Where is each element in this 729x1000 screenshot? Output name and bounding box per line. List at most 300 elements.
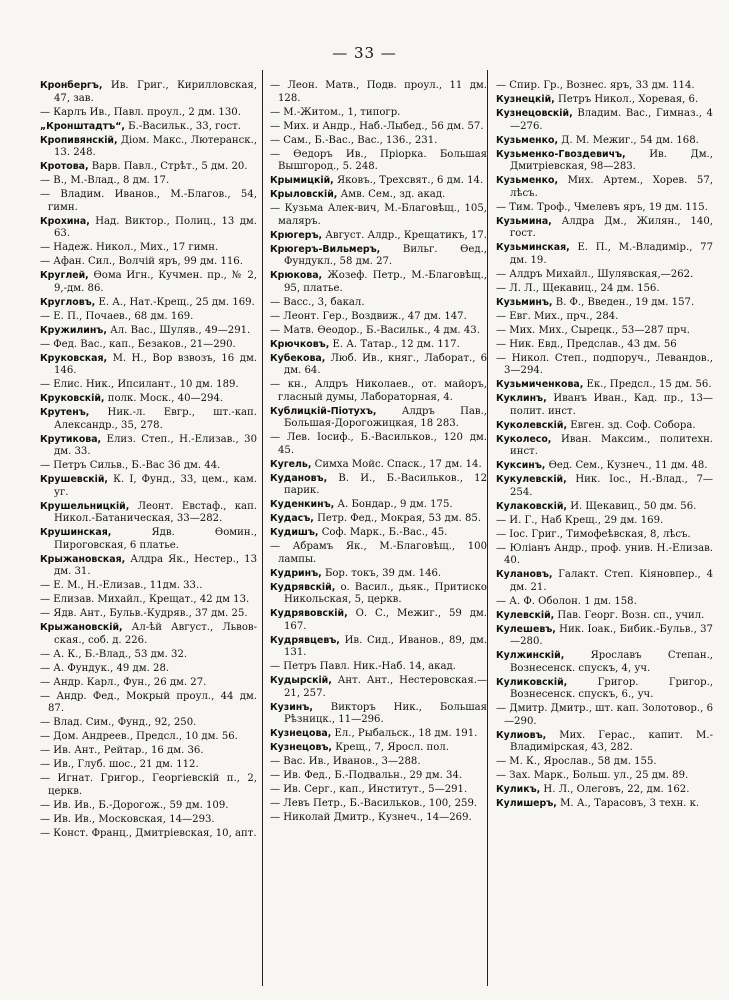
directory-entry: [496, 283, 713, 296]
directory-entry: [270, 325, 487, 338]
entry-surname: Кузьминская,: [496, 242, 570, 253]
directory-entry: [496, 297, 713, 310]
entry-surname: Кротова,: [40, 161, 89, 172]
entry-details: — Елис. Ник., Ипсилант., 10 дм. 189.: [40, 379, 239, 390]
entry-details: — Ядв. Ант., Бульв.-Кудряв., 37 дм. 25.: [40, 608, 248, 619]
directory-entry: [496, 269, 713, 282]
entry-details: М. Н., Вор взвозъ, 16 дм. 146.: [54, 352, 257, 376]
directory-entry: [40, 297, 257, 310]
entry-details: — А. К., Б.-Влад., 53 дм. 32.: [40, 648, 188, 660]
entry-details: — Дмитр. Дмитр., шт. кап. Золотовор., 6—290.: [496, 703, 713, 727]
directory-entry: [496, 610, 713, 623]
directory-entry: [270, 379, 487, 404]
directory-entry: [40, 828, 257, 841]
directory-entry: [270, 473, 487, 498]
directory-entry: [496, 311, 713, 324]
entry-details: — Левъ Петр., Б.-Васильков., 100, 259.: [270, 798, 478, 809]
directory-entry: [270, 742, 487, 755]
directory-entry: [270, 175, 487, 188]
entry-surname: Кузинъ,: [270, 701, 313, 713]
directory-entry: [496, 515, 713, 528]
directory-entry: [496, 650, 713, 675]
directory-entry: [40, 745, 257, 758]
entry-surname: Крутикова,: [40, 433, 102, 445]
directory-entry: [496, 730, 713, 755]
directory-entry: [270, 661, 487, 674]
directory-entry: [40, 256, 257, 269]
directory-entry: [40, 80, 257, 105]
directory-entry: [270, 728, 487, 741]
directory-entry: [496, 108, 713, 133]
entry-details: о. Васил., дьяк., Притиско Никольская, 5, церкв.: [284, 581, 487, 605]
directory-entry: [496, 242, 713, 267]
directory-entry: [496, 420, 713, 433]
directory-entry: [40, 608, 257, 621]
directory-entry: [496, 135, 713, 148]
entry-surname: Кудырскій,: [270, 675, 332, 686]
entry-details: — Леонт. Гер., Воздвиж., 47 дм. 147.: [270, 310, 467, 322]
entry-surname: Кудринъ,: [270, 567, 322, 579]
entry-details: — Конст. Франц., Дмитріевская, 10, апт.: [40, 827, 257, 839]
entry-details: — И. Г., Наб Крещ., 29 дм. 169.: [496, 514, 664, 526]
directory-entry: [496, 756, 713, 769]
entry-details: — Фед. Вас., кап., Безаков., 21—290.: [40, 338, 236, 350]
entry-surname: Кубекова,: [270, 352, 326, 364]
directory-entry: [40, 135, 257, 160]
directory-entry: [40, 107, 257, 120]
directory-entry: [270, 798, 487, 811]
entry-details: Ядв. Ѳомин., Пироговская, 6 платье.: [54, 527, 257, 551]
entry-details: — Сам., Б.-Вас., Вас., 136., 231.: [270, 134, 438, 146]
directory-entry: [496, 149, 713, 174]
entry-surname: „Кронштадтъ“,: [40, 120, 125, 132]
directory-entry: [40, 161, 257, 174]
entry-surname: Крюкова,: [270, 270, 323, 281]
entry-details: Люб. Ив., княг., Лаборат., 6 дм. 64.: [284, 352, 487, 376]
entry-surname: Крушевскій,: [40, 474, 108, 485]
entry-surname: Кругловъ,: [40, 296, 96, 308]
entry-details: Григор. Григор., Вознесенск. спускъ, 6., уч.: [510, 676, 713, 700]
entry-surname: Крыжановскій,: [40, 622, 123, 633]
directory-entry: [496, 770, 713, 783]
directory-entry: [40, 434, 257, 459]
directory-entry: [270, 107, 487, 120]
directory-entry: [40, 677, 257, 690]
entry-details: Алдръ Пав., Большая-Дорогожицкая, 18 283.: [284, 405, 487, 429]
entry-details: Ник. Іоак., Бибик.-Бульв., 37—280.: [510, 623, 713, 647]
entry-details: — Ѳедоръ Ив., Пріорка. Большая Вышгород., 5. 248.: [270, 148, 487, 172]
entry-details: — Владим. Иванов., М.-Благов., 54, гимн.: [40, 189, 257, 213]
directory-entry: [270, 135, 487, 148]
directory-entry: [40, 339, 257, 352]
entry-surname: Кудановъ,: [270, 472, 328, 484]
directory-entry: [40, 407, 257, 432]
directory-entry: [40, 527, 257, 552]
directory-column-2: [270, 80, 487, 980]
entry-details: — Николай Дмитр., Кузнеч., 14—269.: [270, 812, 472, 823]
directory-entry: [40, 353, 257, 378]
entry-details: М. А., Тарасовъ, 3 техн. к.: [560, 798, 700, 809]
entry-details: Яковъ., Трехсвят., 6 дм. 14.: [336, 175, 484, 186]
entry-details: Ек., Предсл., 15 дм. 56.: [586, 379, 712, 390]
entry-details: — Мих. Мих., Сырецк., 53—287 прч.: [496, 324, 690, 336]
directory-entry: [40, 814, 257, 827]
entry-details: — Л. Л., Щекавиц., 24 дм. 156.: [496, 282, 660, 294]
entry-details: Діом. Макс., Лютеранск., 13. 248.: [54, 134, 257, 158]
entry-surname: Кугель,: [270, 458, 312, 470]
entry-surname: Круглей,: [40, 270, 89, 281]
entry-details: А. Бондар., 9 дм. 175.: [337, 499, 453, 510]
directory-entry: [270, 499, 487, 512]
directory-entry: [40, 270, 257, 295]
directory-entry: [270, 459, 487, 472]
entry-surname: Кудишъ,: [270, 527, 319, 538]
entry-details: Пав. Георг. Возн. сп., учил.: [557, 609, 705, 621]
entry-details: Д. М. Межиг., 54 дм. 168.: [561, 134, 699, 146]
directory-entry: [40, 379, 257, 392]
entry-surname: Кулжинскій,: [496, 650, 565, 661]
directory-entry: [40, 325, 257, 338]
directory-entry: [496, 434, 713, 459]
entry-details: Ив. Григ., Кирилловская, 47, зав.: [54, 80, 257, 104]
entry-details: Крещ., 7, Яросл. пол.: [335, 742, 449, 753]
entry-details: — Ив. Фед., Б.-Подвальн., 29 дм. 34.: [270, 770, 463, 781]
directory-entry: [496, 353, 713, 378]
directory-entry: [270, 432, 487, 457]
entry-details: — Ив. Ив., Б.-Дорогож., 59 дм. 109.: [40, 799, 229, 811]
entry-surname: Кулешевъ,: [496, 623, 556, 635]
directory-entry: [270, 513, 487, 526]
entry-surname: Кузнецовъ,: [270, 742, 332, 753]
entry-details: — М. К., Ярослав., 58 дм. 155.: [496, 756, 657, 767]
entry-surname: Круковская,: [40, 352, 108, 364]
entry-details: В. И., Б.-Васильков., 12 парик.: [284, 472, 487, 496]
entry-details: — Васс., 3, бакал.: [270, 296, 365, 308]
entry-surname: Крутенъ,: [40, 407, 90, 418]
entry-details: — кн., Алдръ Николаев., от. майоръ, гласный думы, Лабораторная, 4.: [270, 379, 487, 403]
directory-entry: [270, 675, 487, 700]
entry-surname: Куденкинъ,: [270, 499, 335, 510]
entry-details: Варв. Павл., Стрѣт., 5 дм. 20.: [91, 161, 248, 172]
entry-details: Петр. Фед., Мокрая, 53 дм. 85.: [317, 513, 482, 524]
entry-details: — М.-Житом., 1, типогр.: [270, 106, 401, 118]
entry-surname: Кулиовъ,: [496, 729, 547, 741]
directory-entry: [270, 270, 487, 295]
directory-entry: [496, 596, 713, 609]
entry-details: Соф. Марк., Б.-Вас., 45.: [321, 527, 448, 538]
directory-entry: [270, 203, 487, 228]
entry-details: — Ив., Глуб. шос., 21 дм. 112.: [40, 759, 199, 770]
directory-entry: [270, 80, 487, 105]
entry-details: — Елизав. Михайл., Крещат., 42 дм 13.: [40, 594, 250, 605]
directory-entry: [496, 798, 713, 811]
entry-details: — Ник. Евд., Предслав., 43 дм. 56: [496, 338, 677, 350]
entry-details: Ал-ѣй Август., Львов-ская., соб. д. 226.: [54, 622, 257, 646]
entry-details: — Петръ Сильв., Б.-Вас 36 дм. 44.: [40, 460, 221, 471]
entry-details: — Лев. Іосиф., Б.-Васильков., 120 дм. 45.: [270, 432, 487, 456]
directory-entry: [496, 569, 713, 594]
directory-entry: [40, 663, 257, 676]
directory-entry: [40, 717, 257, 730]
entry-details: Вильг. Ѳед., Фундукл., 58 дм. 27.: [284, 243, 487, 267]
directory-entry: [40, 649, 257, 662]
directory-entry: [496, 529, 713, 542]
directory-entry: [270, 311, 487, 324]
entry-surname: Куликовскій,: [496, 676, 568, 688]
entry-surname: Кудасъ,: [270, 513, 314, 524]
directory-entry: [40, 622, 257, 647]
entry-details: полк. Моск., 40—294.: [107, 393, 224, 404]
directory-entry: [270, 770, 487, 783]
entry-surname: Крючковъ,: [270, 338, 330, 350]
entry-details: Ярославъ Степан., Вознесенск. спускъ, 4, уч.: [510, 650, 713, 674]
entry-details: Б.-Васильк., 33, гост.: [128, 120, 241, 132]
directory-entry: [270, 582, 487, 607]
directory-entry: [270, 339, 487, 352]
directory-entry: [40, 759, 257, 772]
directory-entry: [40, 460, 257, 473]
entry-surname: Крушельницкій,: [40, 500, 130, 512]
entry-surname: Кублицкій-Піотухъ,: [270, 405, 377, 417]
entry-details: — Петръ Павл. Ник.-Наб. 14, акад.: [270, 661, 456, 672]
page-number: — 33 —: [332, 44, 397, 62]
directory-entry: [496, 677, 713, 702]
entry-surname: Кузьмиченкова,: [496, 379, 584, 390]
entry-surname: Куколевскій,: [496, 419, 567, 431]
directory-entry: [270, 297, 487, 310]
entry-details: — Андр. Фед., Мокрый проул., 44 дм. 87.: [40, 690, 257, 714]
entry-surname: Кузьмина,: [496, 215, 552, 227]
directory-entry: [496, 379, 713, 392]
entry-details: — Игнат. Григор., Георгіевскій п., 2, церкв.: [40, 773, 257, 797]
entry-details: — Надеж. Никол., Мих., 17 гимн.: [40, 242, 219, 253]
entry-details: В. Ф., Введен., 19 дм. 157.: [555, 296, 695, 308]
entry-details: И. Щекавиц., 50 дм. 56.: [570, 500, 697, 512]
entry-details: — Ив. Ив., Московская, 14—293.: [40, 813, 215, 825]
entry-details: — Евг. Мих., прч., 284.: [496, 310, 619, 322]
entry-details: — Андр. Карл., Фун., 26 дм. 27.: [40, 676, 207, 688]
entry-details: Ел., Рыбальск., 18 дм. 191.: [334, 728, 478, 739]
entry-surname: Кузьменко,: [496, 134, 559, 146]
entry-surname: Круковскій,: [40, 393, 105, 404]
entry-details: Амв. Сем., зд. акад.: [340, 189, 446, 200]
entry-details: — В., М.-Влад., 8 дм. 17.: [40, 175, 170, 186]
directory-column-1: [40, 80, 257, 980]
column-divider: [487, 70, 488, 986]
entry-details: Иванъ Иван., Кад. пр., 13—полит. инст.: [510, 393, 713, 417]
entry-details: — Матв. Ѳеодор., Б.-Васильк., 4 дм. 43.: [270, 324, 480, 336]
entry-details: Ал. Вас., Шуляв., 49—291.: [110, 324, 251, 336]
directory-entry: [40, 554, 257, 579]
directory-entry: [496, 784, 713, 797]
entry-surname: Кузнецова,: [270, 728, 332, 739]
directory-entry: [270, 121, 487, 134]
directory-entry: [270, 230, 487, 243]
directory-entry: [496, 175, 713, 200]
entry-surname: Куколесо,: [496, 433, 552, 445]
entry-details: Алдра Як., Нестер., 13 дм. 31.: [54, 553, 257, 577]
directory-entry: [40, 311, 257, 324]
entry-details: — А. Фундук., 49 дм. 28.: [40, 662, 170, 674]
entry-details: Ник.-л. Евгр., шт.-кап. Александр., 35, 278.: [54, 407, 257, 431]
entry-surname: Крымицкій,: [270, 175, 334, 186]
directory-entry: [270, 189, 487, 202]
entry-details: Петръ Никол., Хоревая, 6.: [557, 94, 699, 105]
entry-details: Ив. Сид., Иванов., 89, дм. 131.: [284, 634, 487, 658]
entry-surname: Кронбергъ,: [40, 80, 103, 91]
directory-entry: [270, 541, 487, 566]
entry-details: — Іос. Григ., Тимофеѣвская, 8, лѣсъ.: [496, 528, 691, 540]
directory-entry: [270, 702, 487, 727]
directory-entry: [40, 800, 257, 813]
entry-details: — А. Ф. Оболон. 1 дм. 158.: [496, 595, 637, 607]
directory-entry: [496, 202, 713, 215]
entry-details: Владим. Вас., Гимназ., 4—276.: [510, 108, 713, 132]
directory-entry: [40, 580, 257, 593]
directory-entry: [496, 543, 713, 568]
directory-entry: [496, 624, 713, 649]
directory-entry: [270, 527, 487, 540]
directory-entry: [270, 784, 487, 797]
directory-entry: [40, 242, 257, 255]
entry-details: Н. Л., Олеговъ, 22, дм. 162.: [543, 784, 690, 795]
entry-details: — Абрамъ Як., М.-Благовѣщ., 100 лампы.: [270, 541, 487, 565]
entry-details: — Афан. Сил., Волчій яръ, 99 дм. 116.: [40, 256, 243, 267]
entry-details: — Спир. Гр., Вознес. яръ, 33 дм. 114.: [496, 80, 695, 91]
directory-entry: [40, 773, 257, 798]
entry-surname: Кузнецовскій,: [496, 108, 573, 119]
entry-surname: Кружилинъ,: [40, 324, 107, 336]
entry-surname: Кукулевскій,: [496, 474, 567, 485]
column-divider: [262, 70, 263, 986]
entry-surname: Крюгеръ,: [270, 229, 323, 241]
directory-entry: [496, 501, 713, 514]
entry-details: О. С., Межиг., 59 дм. 167.: [284, 608, 487, 632]
entry-details: Е. П., М.-Владимір., 77 дм. 19.: [510, 242, 713, 266]
directory-entry: [40, 501, 257, 526]
entry-details: — Ив. Ант., Рейтар., 16 дм. 36.: [40, 745, 204, 756]
entry-details: Ник. Іос., Н.-Влад., 7—254.: [510, 474, 713, 498]
entry-surname: Кузьминъ,: [496, 296, 553, 308]
entry-details: — Дом. Андреев., Предсл., 10 дм. 56.: [40, 731, 238, 742]
entry-surname: Крохина,: [40, 215, 90, 227]
directory-entry: [496, 339, 713, 352]
entry-surname: Кудрявскій,: [270, 581, 336, 593]
entry-surname: Кропивянскій,: [40, 134, 118, 146]
entry-details: Иван. Максим., политехн. инст.: [510, 433, 713, 457]
directory-entry: [270, 149, 487, 174]
entry-details: — Е. М., Н.-Елизав., 11дм. 33..: [40, 580, 203, 591]
entry-surname: Кузьменко,: [496, 175, 559, 186]
entry-details: Над. Виктор., Полиц., 13 дм. 63.: [54, 215, 257, 239]
entry-details: — Карлъ Ив., Павл. проул., 2 дм. 130.: [40, 106, 241, 118]
entry-details: Е. А. Татар., 12 дм. 117.: [332, 338, 460, 350]
entry-surname: Крыжановская,: [40, 553, 126, 565]
entry-surname: Крушинская,: [40, 527, 112, 538]
directory-entry: [496, 474, 713, 499]
entry-surname: Кулишеръ,: [496, 798, 557, 809]
directory-entry: [270, 608, 487, 633]
entry-surname: Кудрявцевъ,: [270, 634, 340, 646]
directory-entry: [496, 393, 713, 418]
entry-details: Викторъ Ник., Большая Рѣзницк., 11—296.: [284, 701, 487, 725]
entry-surname: Крыловскій,: [270, 189, 338, 200]
directory-entry: [40, 594, 257, 607]
entry-details: — Тим. Троф., Чмелевъ яръ, 19 дм. 115.: [496, 201, 708, 213]
entry-surname: Кузнецкій,: [496, 94, 555, 105]
directory-entry: [40, 175, 257, 188]
entry-details: Жозеф. Петр., М.-Благовѣщ., 95, платье.: [284, 270, 487, 294]
directory-entry: [40, 691, 257, 716]
entry-details: — Алдръ Михайл., Шулявская,—262.: [496, 268, 694, 280]
entry-details: — Мих. и Андр., Наб.-Лыбед., 56 дм. 57.: [270, 120, 484, 132]
directory-entry: [496, 703, 713, 728]
entry-details: — Е. П., Почаев., 68 дм. 169.: [40, 310, 194, 322]
entry-details: — Юліанъ Андр., проф. унив. Н.-Елизав. 40.: [496, 542, 713, 566]
directory-entry: [40, 121, 257, 134]
directory-entry: [496, 216, 713, 241]
entry-surname: Куликъ,: [496, 784, 541, 795]
directory-entry: [496, 460, 713, 473]
entry-details: К. I, Фунд., 33, цем., кам. уг.: [54, 474, 257, 498]
directory-entry: [270, 635, 487, 660]
entry-surname: Куклинъ,: [496, 393, 547, 404]
entry-details: Ѳед. Сем., Кузнеч., 11 дм. 48.: [548, 460, 708, 471]
entry-details: — Вас. Ив., Иванов., 3—288.: [270, 756, 421, 767]
entry-details: Мих. Герас., капит. М.-Владимірская, 43, 282.: [510, 729, 713, 753]
entry-details: Леонт. Евстаф., кап. Никол.-Батаническая, 33—282.: [54, 500, 257, 524]
directory-entry: [270, 244, 487, 269]
entry-details: Елиз. Степ., Н.-Елизав., 30 дм. 33.: [54, 433, 257, 457]
directory-entry: [496, 80, 713, 93]
directory-entry: [270, 353, 487, 378]
entry-details: Мих. Артем., Хорев. 57, лѣсъ.: [510, 175, 713, 199]
entry-surname: Куксинъ,: [496, 460, 546, 471]
directory-entry: [270, 568, 487, 581]
entry-details: — Ив. Серг., кап., Институт., 5—291.: [270, 784, 468, 795]
directory-entry: [40, 189, 257, 214]
directory-entry: [40, 474, 257, 499]
directory-entry: [40, 216, 257, 241]
entry-surname: Кузьменко-Гвоздевичъ,: [496, 148, 626, 160]
entry-details: Ант. Ант., Нестеровская.—21, 257.: [284, 675, 487, 699]
entry-details: — Леон. Матв., Подв. проул., 11 дм. 128.: [270, 80, 487, 104]
entry-details: Ѳома Игн., Кучмен. пр., № 2, 9,-дм. 86.: [54, 270, 257, 294]
entry-details: Галакт. Степ. Кіяновпер., 4 дм. 21.: [510, 569, 713, 593]
entry-details: Бор. токъ, 39 дм. 146.: [324, 567, 442, 579]
entry-details: — Влад. Сим., Фунд., 92, 250.: [40, 717, 197, 728]
directory-entry: [40, 731, 257, 744]
entry-surname: Кулановъ,: [496, 569, 553, 580]
directory-entry: [270, 406, 487, 431]
entry-surname: Кулевскій,: [496, 609, 555, 621]
directory-entry: [270, 756, 487, 769]
directory-entry: [496, 94, 713, 107]
entry-details: Алдра Дм., Жилян., 140, гост.: [510, 215, 713, 239]
entry-details: Ив. Дм., Дмитріевская, 98—283.: [510, 148, 713, 172]
directory-entry: [40, 393, 257, 406]
entry-details: Евген. зд. Соф. Собора.: [570, 419, 696, 431]
entry-surname: Кудрявовскій,: [270, 608, 348, 619]
entry-details: Симха Мойс. Спаск., 17 дм. 14.: [314, 458, 482, 470]
entry-details: — Кузьма Алек-вич, М.-Благовѣщ., 105, маляръ.: [270, 203, 487, 227]
entry-surname: Крюгеръ-Вильмеръ,: [270, 243, 381, 255]
entry-details: — Зах. Марк., Больш. ул., 25 дм. 89.: [496, 770, 689, 781]
entry-surname: Кулаковскій,: [496, 500, 567, 512]
directory-entry: [496, 325, 713, 338]
entry-details: — Никол. Степ., подпоруч., Левандов., 3—294.: [496, 352, 713, 376]
entry-details: Е. А., Нат.-Крещ., 25 дм. 169.: [98, 296, 255, 308]
